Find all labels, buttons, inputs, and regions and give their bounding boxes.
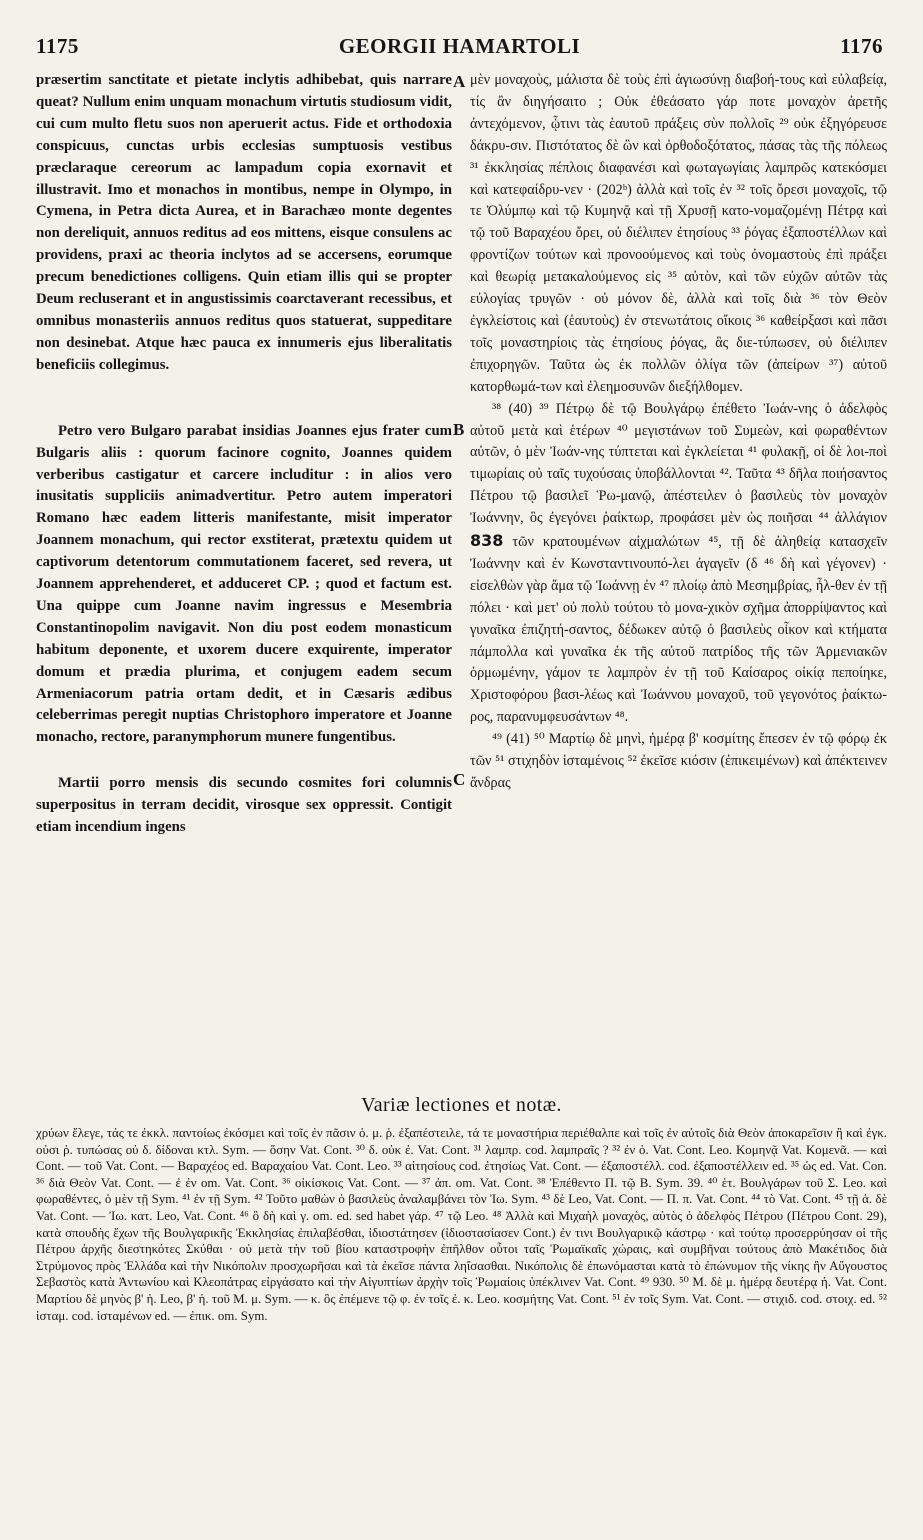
greek-paragraph-1: μὲν μοναχοὺς, μάλιστα δὲ τοὺς ἐπὶ ἁγιωσύνῃ διαβοή-τους καὶ εὐλαβείᾳ, τίς ἂν διηγήσαιτο ; Οὐκ ἐθεάσατο γάρ ποτε μοναχὸν ἀρετῆς ἀντεχόμενον, ᾧτινι τὰς ἑαυτοῦ πράξεις σὺν πολλοῖς ²⁹ οὐκ ἐξηγόρευσε δάκρυ-σιν. Πιστότατος δὲ ὢν καὶ ὀρθοδοξότατος, πάσας τὰς τῆς πόλεως ³¹ ἐκκλησίας πέπλοις διαφανέσι καὶ φωταγωγίαις λαμπρῶς κατεκόσμει καὶ κατεφαίδρυ-νεν · (202ᵇ) ἀλλὰ καὶ τοῖς ἐν ³² τοῖς ὄρεσι μοναχοῖς, τῷ τε Ὀλύμπῳ καὶ τῷ Κυμηνᾷ καὶ τῇ Χρυσῇ κατο-νομαζομένῃ Πέτρᾳ καὶ τῷ τοῦ Βαραχέου ὄρει, οὐ διέλιπεν ἐτησίους ³³ ῥόγας ἐξαποστέλλων καὶ φροντίζων τούτων καὶ προνοούμενος καὶ τοὺς ὀνομαστοὺς ἐπὶ πράξει καὶ θεωρίᾳ μετακαλούμενος εἰς ³⁵ αὐτὸν, καὶ τῶν εὐχῶν αὐτῶν τὰς εὐλογίας τρυγῶν · οὐ μόνον δὲ, ἀλλὰ καὶ τοῖς διὰ ³⁶ τὸν Θεὸν ἐγκλείστοις καὶ (ἑαυτοὺς) ἐν στενωτάτοις οἴκοις ³⁶ καθείρξασι καὶ πᾶσι τοῖς μοναστηρίοις τὰς ἐτησίους ῥόγας, ἃς διε-τύπωσεν, οὐ διέλιπεν ἐπιχορηγῶν. Ταῦτα ὡς ἐκ πολλῶν ὀλίγα τῶν (ἀπείρων ³⁷) αὐτοῦ κατορθωμά-των καὶ ἐλεημοσυνῶν διεξήλθομεν.	[470, 72, 887, 395]
column-number: 838	[470, 531, 504, 551]
greek-paragraph-2-part-b: τῶν κρατουμένων αἰχμαλώτων ⁴⁵, τῇ δὲ ἀληθείᾳ κατασχεῖν Ἰωάννην καὶ ἐν Κωνσταντινουπό-λει ἀγαγεῖν (δ ⁴⁶ δὴ καὶ γέγονεν) · εἰσελθὼν γὰρ ἅμα τῷ Ἰωάννῃ ἐν ⁴⁷ πλοίῳ ἀπὸ Μεσημβρίας, ἦλ-θεν ἐν τῇ πόλει · καὶ μετ' οὐ πολὺ τούτου τὸ μονα-χικὸν σχῆμα ἀπορρίψαντος καὶ γυναῖκα ἐπιζητή-σαντος, δέδωκεν αὐτῷ ὁ βασιλεὺς οἶκον καὶ κτήματα πάμπολλα καὶ γυναῖκα ἐκ τῆς αὐτοῦ πατρίδος τῆς τῶν Ἀρμενιακῶν ὁρμωμένην, γάμον τε λαμπρὸν ἐν τῇ τοῦ Καίσαρος οἰκίᾳ πεποίηκε, Χριστοφόρου βασι-λέως καὶ Ἰωάννου μοναχοῦ, τοῦ γεγονότος ῥαίκτω-ρος, παρανυμφευσάντων ⁴⁸.	[470, 534, 887, 726]
page-number-right: 1176	[840, 34, 883, 58]
greek-column	[470, 70, 887, 795]
latin-column	[36, 70, 452, 839]
margin-letter-c: C	[453, 770, 466, 789]
margin-letter-b: B	[453, 420, 465, 439]
latin-paragraph-1: præsertim sanctitate et pietate inclytis adhibebat, quis narrare queat? Nullum enim unquam monachum virtutis studiosum vidit, cui cum multo fletu suos non aperuerit actus. Fide et orthodoxia conspicuus, cunctas urbis ecclesias sumptuosis vestibus præclaraque cereorum ac lampadum copia exornavit et illustravit. Imo et monachos in montibus, nempe in Olympo, in Cymena, in Petra dicta Aurea, et in Barachæo monte degentes non dereliquit, annuos reditus ad eos mittens, eisque consulens ac providens, praxi ac theoria inclytos ad se accersens, eorumque precum benedictiones colligens. Quin etiam illis qui se propter Deum recluserant et in angustissimis coarctaverant recessibus, et omnibus monasteriis annuos reditus quos statuerat, suppeditare non desinebat. Atque hæc pauca ex innumeris ejus liberalitatis beneficiis collegimus.	[36, 72, 452, 373]
greek-paragraph-3: ⁴⁹ (41) ⁵⁰ Μαρτίῳ δὲ μηνὶ, ἡμέρᾳ β' κοσμίτης ἔπεσεν ἐν τῷ φόρῳ ἐκ τῶν ⁵¹ στιχηδὸν ἱσταμένοις ⁵² ἐκεῖσε κιόσιν (ἐπικειμένων) καὶ ἀπέκτεινεν ἄνδρας	[470, 731, 887, 791]
margin-letter-a: A	[453, 72, 466, 91]
greek-paragraph-2	[470, 399, 887, 730]
variae-text: χρύων ἔλεγε, τάς τε ἐκκλ. παντοίως ἐκόσμει καὶ τοῖς ἐν πᾶσιν ὁ. μ. ῥ. ἐξαπέστειλε, τά τε μοναστήρια περιέθαλπε καὶ τοῖς ἐν αὐτοῖς διὰ Θεὸν ἀποκαρεῖσιν ἢ καὶ ἐγκ. οὐσι ῥ. τυπώσας οὐ δ. δίδοναι κτλ. Sym. — ὅσην Vat. Cont. ³⁰ δ. οὐκ ἐ. Vat. Cont. ³¹ λαμπρ. cod. λαμπραῖς ? ³² ἐν ὁ. Vat. Cont. Leo. Κομηνᾷ Vat. Κομενᾶ. — καὶ Cont. — τοῦ Vat. Cont. — Βαραχέος ed. Βαραχαίου Vat. Cont. Leo. ³³ αἰτησίους cod. ἐτησίως Vat. Cont. — ἐξαποστέλλ. cod. ἐξαποστέλλειν ed. ³⁵ ὡς ed. Vat. Con. ³⁶ διὰ Θεὸν Vat. Cont. — ἐ ἐν om. Vat. Cont. ³⁶ οἰκίσκοις Vat. Cont. — ³⁷ ἀπ. om. Vat. Cont. ³⁸ Ἐπέθεντο Π. τῷ Β. Sym. 39. ⁴⁰ ἑτ. Βουλγάρων τοῦ Σ. Leo. καὶ φωραθέντες, ὁ μὲν τῇ Sym. ⁴¹ ἐν τῇ Sym. ⁴² Τοῦτο μαθὼν ὁ βασιλεὺς ἀναλαμβάνει τὸν Ἰω. Sym. ⁴³ δὲ Leo, Vat. Cont. — Π. π. Vat. Cont. ⁴⁴ τὸ Vat. Cont. ⁴⁵ τῇ ἁ. δὲ Vat. Cont. — Ἰω. κατ. Leo, Vat. Cont. ⁴⁶ ὃ δὴ καὶ γ. om. ed. sed habet γάρ. ⁴⁷ τῷ Leo. ⁴⁸ Ἀλλὰ καὶ Μιχαὴλ μοναχὸς, αὐτὸς ὁ ἀδελφὸς Πέτρου (Πέτρου Cont. 29), κατὰ σπουδὴς ἔχων τῆς Βουλγαρικῆς Ἐκκλησίας ἐπιλαβέσθαι, ἰδιοστάτησεν (ἰδιοστασίασεν Cont.) ἐν τινι Βουλγαρικῷ κάστρῳ · καὶ τούτῳ προσερρύησαν οἱ τῆς Πέτρου ἀρχῆς διεστηκότες Σκύθαι · οὐ μετὰ τὴν τοῦ βίου καταστροφὴν ἐπῆλθον οὗτοι ταῖς Ῥωμαϊκαῖς χώραις, καὶ συμβῆναι τούτους ἀπὸ Μακέτιδος διὰ Στρύμονος πρὸς Ἑλλάδα καὶ τὴν Νικόπολιν προσχωρῆσαι καὶ τὰ ἐκεῖσε πάντα ληΐσασθαι. Νικόπολις δὲ ἐπωνόμασται κατὰ τὸ ἐπώνυμον τῆς νίκης ἣν Αὔγουστος Σεβαστὸς κατὰ Ἀντωνίου καὶ Κλεοπάτρας εἰργάσατο καὶ τὴν Αἰγυπτίων ἀρχὴν τοῖς Ῥωμαίοις ὑπέκλινεν Vat. Cont. ⁴⁹ 930. ⁵⁰ Μ. δὲ μ. ἡμέρᾳ δευτέρᾳ ἡ. Vat. Cont. Μαρτίου δὲ μηνὸς β' ἡ. Leo, β' ἡ. τοῦ Μ. μ. Sym. — κ. ὃς ἐπέμενε τῷ φ. ἐν τοῖς ἐ. κ. Leo. κοσμήτης Vat. Cont. ⁵¹ ἐν τοῖς Sym. Vat. Cont. — στιχιδ. cod. στοιχ. ed. ⁵² ἱσταμ. cod. ἱσταμένων ed. — ἐπικ. om. Sym.	[36, 1126, 887, 1323]
variae-title: Variæ lectiones et notæ.	[361, 1094, 562, 1116]
greek-paragraph-2-part-a: ³⁸ (40) ³⁹ Πέτρῳ δὲ τῷ Βουλγάρῳ ἐπέθετο Ἰωάν-νης ὁ ἀδελφὸς αὐτοῦ μετὰ καὶ ἑτέρων ⁴⁰ μεγιστάνων τοῦ Συμεὼν, καὶ φωραθέντων αὐτῶν, ὁ μὲν Ἰωάν-νης τύπτεται καὶ ἐγκλείεται ⁴¹ φυλακῇ, οἱ δὲ λοι-ποὶ τιμωρίαις οὐ ταῖς τυχούσαις ὑποβάλλονται ⁴². Ταῦτα ⁴³ δῆλα ποιήσαντος Πέτρου τῷ βασιλεῖ Ῥω-μανῷ, ἀπέστειλεν ὁ βασιλεὺς τὸν μοναχὸν Ἰωάννην, ὃς ἐγεγόνει ῥαίκτωρ, προφάσει μὲν ὡς ποιῆσαι ⁴⁴ ἀλλάγιον	[470, 400, 887, 527]
variae-notes	[36, 1125, 887, 1324]
page-header	[36, 28, 883, 64]
page-number-left: 1175	[36, 34, 79, 58]
latin-paragraph-2: Petro vero Bulgaro parabat insidias Joannes ejus frater cum Bulgaris aliis : quorum facinore cognito, Joannes quidem verberibus castigatur et carcere includitur : in alios vero inusitatis suppliciis animadvertitur. Petro autem imperatori Romano hæc eadem litteris manifestante, misit imperator Joannem monachum, qui rector exstiterat, prætextu quidem ut captivorum detentorum commutationem faceret, sed revera, ut Joannem apprehenderet, et adduceret CP. ; quod et factum est. Una quippe cum Joanne navim ingressus e Mesembria Constantinopolim navigavit. Non diu post eodem monasticum habitum deponente, et uxorem ducere exquirente, imperator domum et prædia plurima, et conjugem eadem secum Armeniacorum patria ortam dedit, et in Cæsaris ædibus celeberrimas peregit nuptias Christophoro imperatore et Joanne monacho, rectore, paranymphorum munere fungentibus.	[36, 422, 452, 746]
running-title: GEORGII HAMARTOLI	[338, 34, 581, 58]
latin-paragraph-3: Martii porro mensis dis secundo cosmites fori columnis superpositus in terram decidit, virosque sex oppressit. Contigit etiam incendium ingens	[36, 775, 452, 836]
